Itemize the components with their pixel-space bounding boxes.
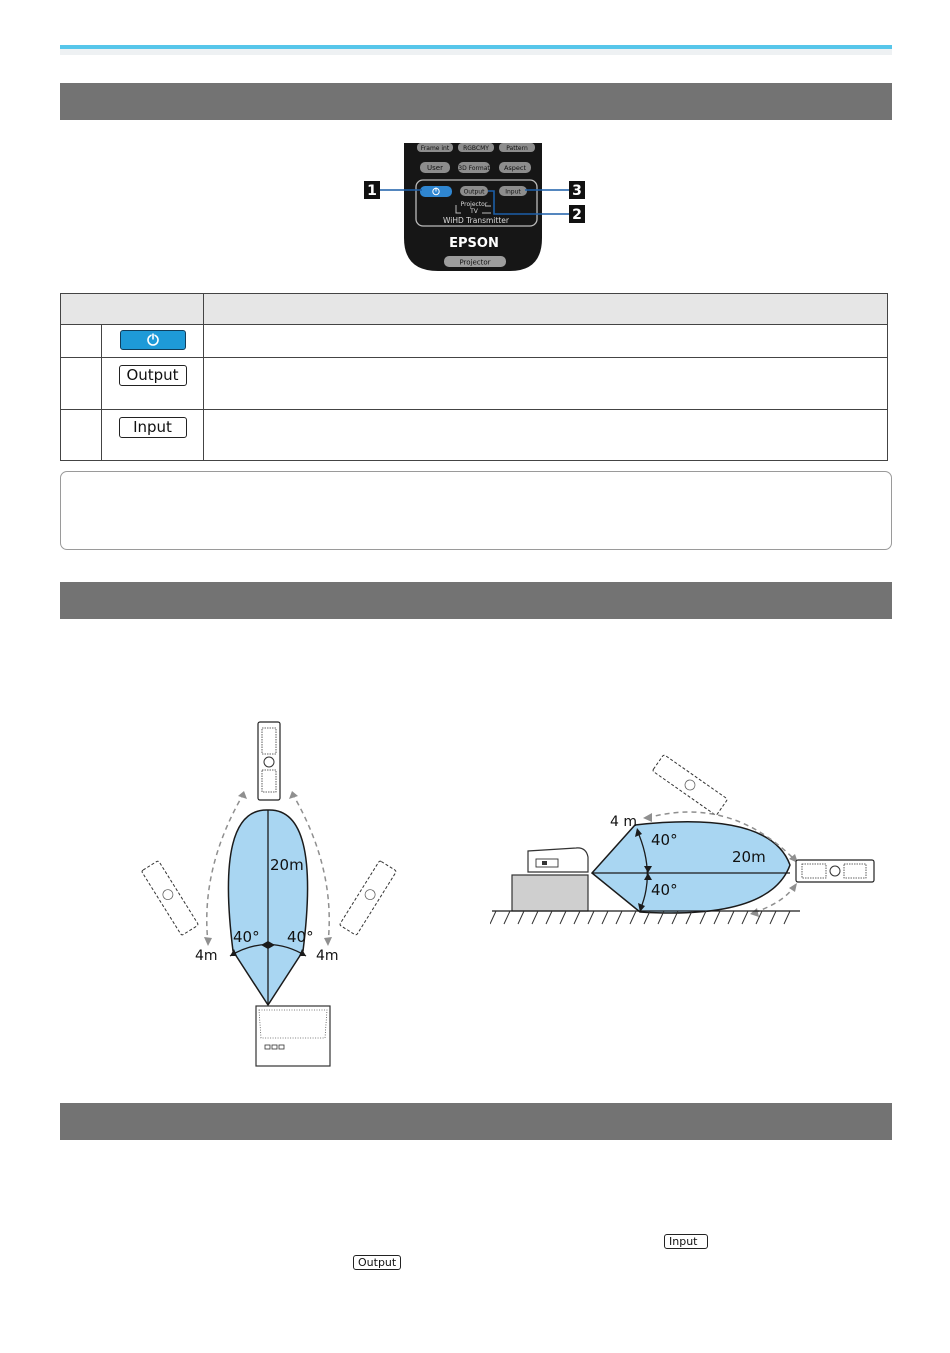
epson-logo: EPSON	[449, 236, 499, 251]
distance-20m-side-label: 20m	[732, 848, 766, 866]
switch-tv-label: TV	[470, 208, 478, 215]
remote-dashed-top-icon	[652, 754, 727, 815]
note-box	[60, 471, 892, 550]
inline-output-key: Output	[353, 1255, 401, 1270]
projector-front-icon	[256, 1006, 330, 1066]
button-pattern: Pattern	[506, 145, 528, 152]
section-bar-2	[60, 582, 892, 619]
callout-2	[569, 205, 585, 223]
remote-buttons-row2	[420, 162, 531, 173]
row-number	[61, 410, 102, 461]
angle-right-label: 40°	[287, 928, 314, 946]
key-table-header-name	[61, 294, 204, 325]
remote-output-label: Output	[463, 188, 485, 196]
angle-left-label: 40°	[233, 928, 260, 946]
distance-4m-side-label: 4 m	[610, 814, 637, 830]
angle-top-label: 40°	[651, 831, 678, 849]
key-table-header	[61, 294, 888, 325]
section-bar-3	[60, 1103, 892, 1140]
reception-range-side-view	[490, 740, 890, 930]
header-rule-shadow	[60, 49, 892, 55]
row-description	[204, 358, 888, 410]
row-number	[61, 358, 102, 410]
output-key: Output	[119, 365, 187, 386]
button-3d-format: 3D Format	[458, 165, 490, 172]
reception-range-front-view	[130, 718, 410, 1070]
table-row	[61, 358, 888, 410]
button-frame-int: Frame int	[420, 145, 450, 152]
projector-side-icon	[528, 848, 588, 872]
key-cell	[102, 410, 204, 461]
table-row	[61, 410, 888, 461]
svg-text:2: 2	[572, 207, 582, 223]
inline-input-key: Input	[664, 1234, 708, 1249]
button-rgbcmy: RGBCMY	[463, 145, 489, 152]
key-table-header-function	[204, 294, 888, 325]
row-number	[61, 325, 102, 358]
key-cell	[102, 358, 204, 410]
callout-1	[364, 181, 380, 199]
remote-right-dashed-icon	[339, 860, 396, 935]
projector-mode-label: Projector	[459, 258, 491, 267]
remote-top-icon	[258, 722, 280, 800]
key-cell	[102, 325, 204, 358]
button-user: User	[427, 164, 443, 172]
power-icon	[120, 331, 186, 349]
floor-hatching	[490, 911, 790, 924]
angle-bottom-label: 40°	[651, 881, 678, 899]
wihd-transmitter-label: WiHD Transmitter	[443, 216, 509, 225]
remote-buttons-row1	[417, 143, 535, 152]
remote-control-figure	[360, 143, 590, 273]
remote-side-icon	[796, 860, 874, 882]
remote-left-dashed-icon	[141, 860, 198, 935]
svg-text:3: 3	[572, 183, 582, 199]
distance-4m-right-label: 4m	[316, 948, 339, 964]
row-description	[204, 325, 888, 358]
table-stand	[512, 875, 588, 911]
power-key	[120, 330, 186, 350]
switch-projector-label: Projector	[460, 201, 488, 208]
section-bar-1	[60, 83, 892, 120]
reception-area-side	[592, 822, 790, 913]
button-aspect: Aspect	[503, 164, 527, 172]
distance-4m-left-label: 4m	[195, 948, 218, 964]
row-description	[204, 410, 888, 461]
distance-20m-label: 20m	[270, 856, 304, 874]
callout-3	[569, 181, 585, 199]
svg-text:1: 1	[367, 183, 377, 199]
input-key: Input	[119, 417, 187, 438]
remote-input-label: Input	[505, 188, 521, 196]
key-table	[60, 293, 888, 461]
table-row	[61, 325, 888, 358]
